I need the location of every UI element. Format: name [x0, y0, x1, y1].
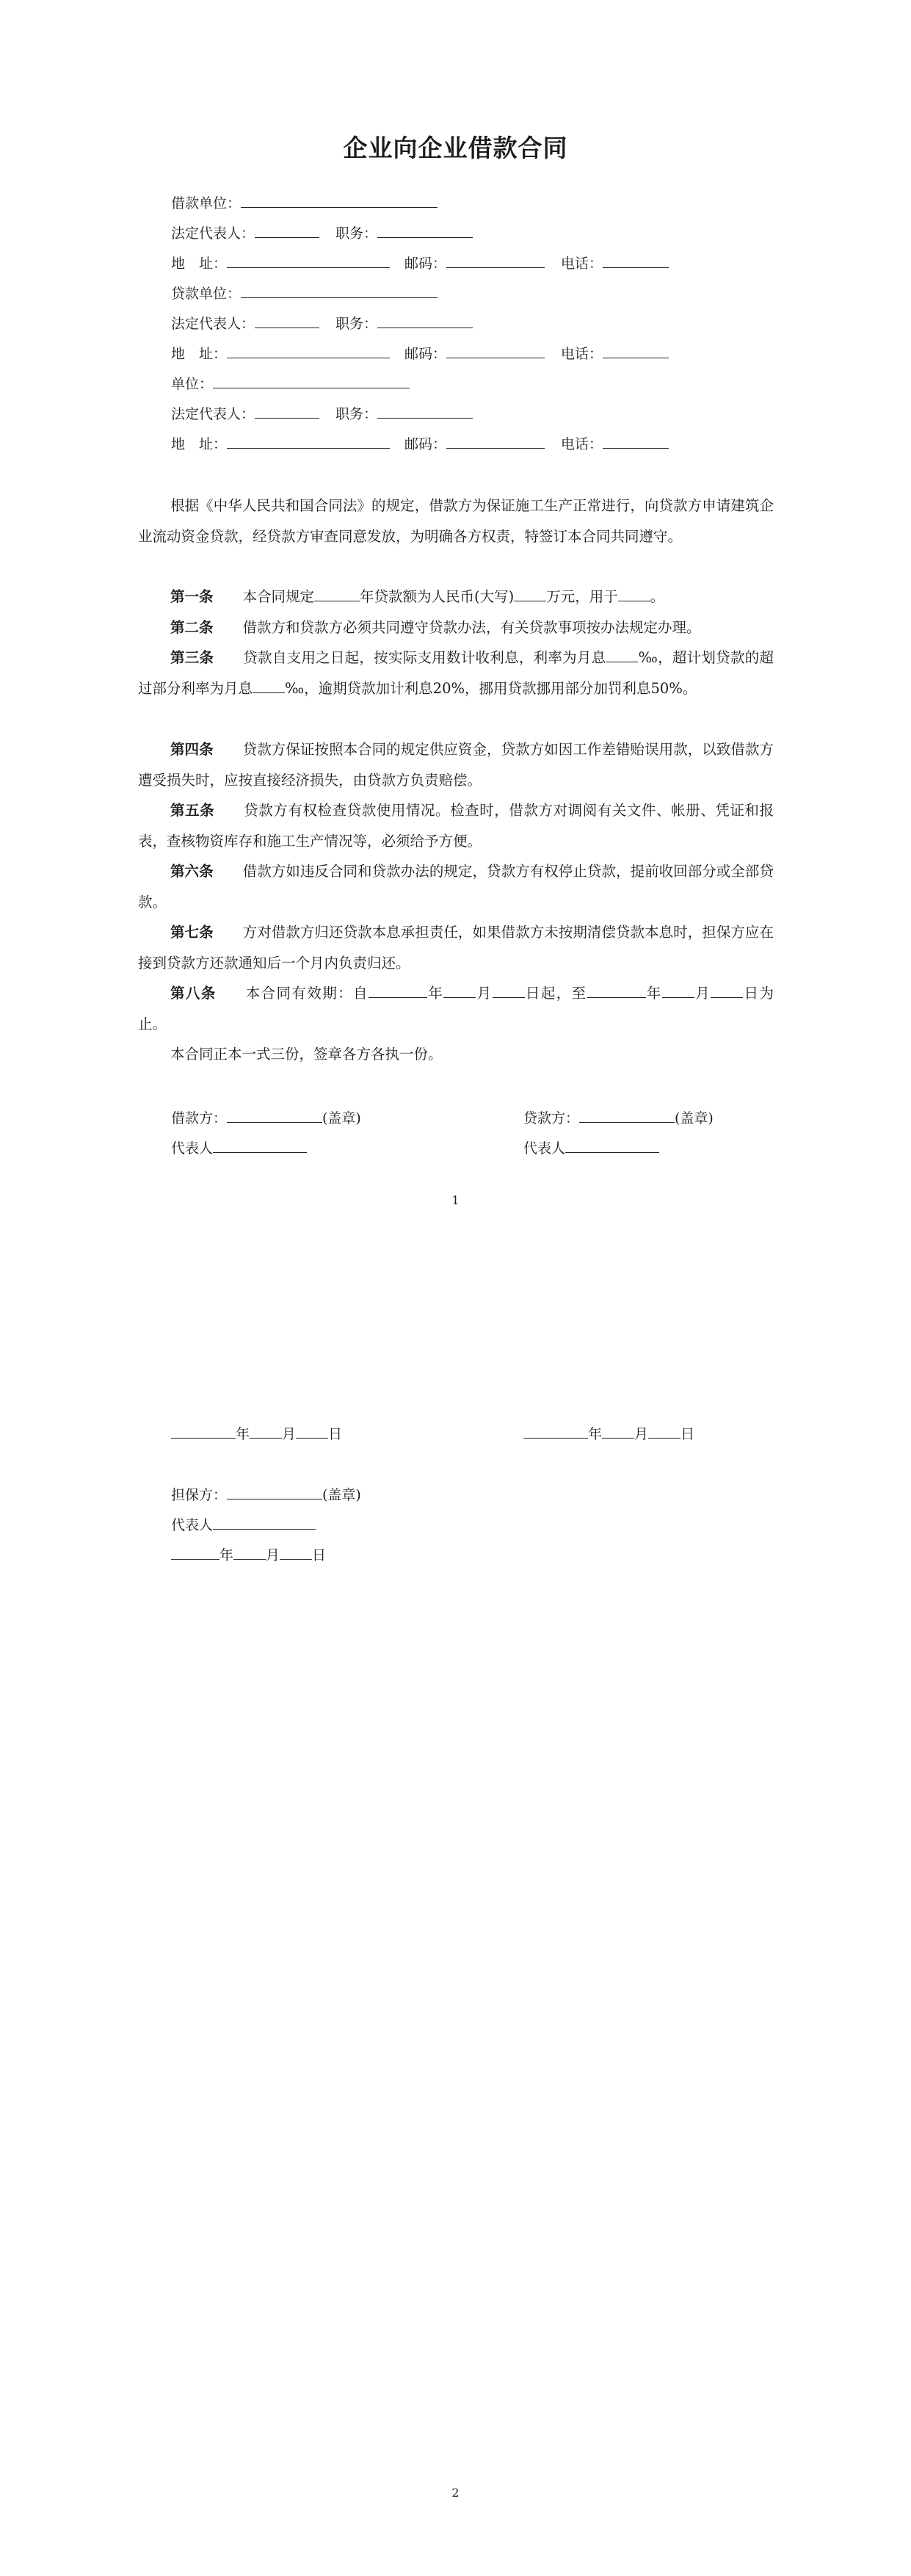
date-label: 日 — [680, 1426, 695, 1442]
seal-label: (盖章) — [322, 1487, 361, 1503]
rep-blank — [213, 1514, 316, 1530]
article-text: ‰，逾期贷款加计利息20%，挪用贷款挪用部分加罚利息50%。 — [285, 679, 697, 697]
article-text: 贷款方保证按照本合同的规定供应资金，贷款方如因工作差错贻误用款，以致借款方遭受损失时，应按直接经济损失，由贷款方负责赔偿。 — [138, 741, 774, 789]
article-label: 第一条 — [170, 588, 214, 605]
lender-rep-row — [171, 313, 473, 333]
purpose-blank — [618, 586, 650, 601]
lender-unit-row — [171, 283, 438, 303]
article-text: 借款方和贷款方必须共同遵守贷款办法，有关贷款事项按办法规定办理。 — [242, 619, 701, 636]
guarantor-rep-signature — [171, 1514, 316, 1535]
rate-blank — [253, 678, 285, 693]
article-text: 年 — [427, 985, 444, 1002]
date-label: 年 — [236, 1426, 250, 1442]
article-text: 本合同规定 — [242, 588, 315, 605]
article-text: 方对借款方归还贷款本息承担责任，如果借款方未按期清偿贷款本息时，担保方应在接到贷款方还款通知后一个月内负责归还。 — [138, 924, 774, 972]
borrower-rep-row — [171, 222, 473, 243]
address-blank — [227, 343, 390, 358]
lender-signature — [523, 1107, 714, 1128]
month-blank — [662, 983, 694, 998]
article-text: 年 — [645, 985, 662, 1002]
position-label: 职务： — [335, 406, 378, 422]
lender-address-row — [171, 343, 669, 363]
year-blank — [369, 983, 427, 998]
phone-blank — [603, 343, 669, 358]
date-label: 月 — [282, 1426, 297, 1442]
rep-blank — [213, 1137, 307, 1153]
article-text: 贷款自支用之日起，按实际支用数计收利息，利率为月息 — [243, 649, 606, 666]
day-blank — [296, 1423, 328, 1439]
postcode-blank — [446, 253, 545, 268]
guarantor-address-row — [171, 433, 669, 454]
article-label: 第三条 — [170, 649, 214, 666]
position-blank — [377, 222, 473, 238]
day-blank — [493, 983, 525, 998]
copies-paragraph: 本合同正本一式三份，签章各方各执一份。 — [170, 1046, 443, 1063]
phone-label: 电话： — [561, 256, 603, 272]
document-title: 企业向企业借款合同 — [343, 134, 568, 162]
legal-rep-blank — [255, 403, 319, 419]
address-label: 地 址： — [171, 346, 228, 362]
article-label: 第五条 — [170, 802, 215, 819]
year-blank — [587, 983, 646, 998]
guarantor-date — [171, 1544, 326, 1565]
borrower-address-row — [171, 253, 669, 273]
year-blank — [523, 1423, 588, 1439]
signature-blank — [579, 1107, 675, 1123]
month-blank — [250, 1423, 282, 1439]
article-text: 年贷款额为人民币(大写) — [360, 588, 515, 605]
rep-label: 代表人 — [523, 1140, 566, 1157]
borrower-unit-blank — [241, 192, 438, 208]
article-label: 第六条 — [170, 863, 214, 880]
preamble-paragraph: 根据《中华人民共和国合同法》的规定，借款方为保证施工生产正常进行，向贷款方申请建筑企业流动资金贷款，经贷款方审查同意发放，为明确各方权责，特签订本合同共同遵守。 — [138, 497, 774, 545]
guarantor-unit-label: 单位： — [171, 376, 214, 392]
lender-label: 贷款方： — [523, 1110, 580, 1126]
position-blank — [377, 313, 473, 328]
article-4 — [138, 734, 774, 795]
address-blank — [227, 253, 390, 268]
position-blank — [377, 403, 473, 419]
seal-label: (盖章) — [675, 1110, 714, 1126]
borrower-date — [171, 1423, 342, 1444]
article-text: ‰，超计划贷款的超过部分利率为月息 — [138, 649, 774, 697]
borrower-signature — [171, 1107, 361, 1128]
article-7 — [138, 917, 774, 978]
article-8 — [138, 978, 774, 1039]
position-label: 职务： — [335, 316, 378, 332]
article-label: 第七条 — [170, 924, 214, 941]
postcode-label: 邮码： — [404, 346, 447, 362]
lender-date — [523, 1423, 694, 1444]
guarantor-rep-row — [171, 403, 473, 424]
postcode-blank — [446, 343, 545, 358]
article-text: 万元，用于 — [546, 588, 618, 605]
page-number: 2 — [451, 2486, 460, 2500]
date-label: 年 — [219, 1547, 234, 1563]
day-blank — [711, 983, 743, 998]
lender-rep-signature — [523, 1137, 659, 1158]
article-text: 日为止。 — [138, 985, 774, 1032]
month-blank — [443, 983, 476, 998]
article-text: 月 — [694, 985, 711, 1002]
seal-label: (盖章) — [322, 1110, 361, 1126]
page-number: 1 — [451, 1193, 460, 1207]
guarantor-unit-row — [171, 373, 410, 394]
guarantor-signature — [171, 1484, 361, 1505]
article-label: 第二条 — [170, 619, 214, 636]
rep-label: 代表人 — [171, 1140, 214, 1157]
phone-blank — [603, 433, 669, 449]
year-blank — [314, 586, 360, 601]
address-blank — [227, 433, 390, 449]
article-3 — [138, 643, 774, 703]
legal-rep-label: 法定代表人： — [171, 225, 255, 242]
phone-label: 电话： — [561, 436, 603, 452]
rep-label: 代表人 — [171, 1517, 214, 1533]
guarantor-label: 担保方： — [171, 1487, 228, 1503]
article-text: 贷款方有权检查贷款使用情况。检查时，借款方对调阅有关文件、帐册、凭证和报表，查核物资库存和施工生产情况等，必须给予方便。 — [138, 802, 774, 850]
borrower-unit-label: 借款单位： — [171, 195, 242, 211]
date-label: 年 — [588, 1426, 603, 1442]
article-5 — [138, 795, 774, 856]
legal-rep-label: 法定代表人： — [171, 316, 255, 332]
phone-blank — [603, 253, 669, 268]
phone-label: 电话： — [561, 346, 603, 362]
date-label: 月 — [634, 1426, 649, 1442]
month-blank — [233, 1544, 266, 1560]
lender-unit-blank — [241, 283, 438, 298]
day-blank — [280, 1544, 312, 1560]
article-text: 月 — [476, 985, 493, 1002]
rep-blank — [565, 1137, 659, 1153]
legal-rep-blank — [255, 222, 319, 238]
signature-blank — [227, 1107, 322, 1123]
month-blank — [602, 1423, 634, 1439]
article-1 — [138, 582, 774, 612]
borrower-label: 借款方： — [171, 1110, 228, 1126]
address-label: 地 址： — [171, 436, 228, 452]
article-text: 日起，至 — [524, 985, 587, 1002]
day-blank — [648, 1423, 680, 1439]
article-6 — [138, 856, 774, 917]
article-text: 。 — [650, 588, 665, 605]
date-label: 日 — [312, 1547, 327, 1563]
article-text: 本合同有效期：自 — [245, 985, 369, 1002]
postcode-blank — [446, 433, 545, 449]
article-label: 第八条 — [170, 985, 217, 1002]
borrower-unit-row — [171, 192, 438, 213]
legal-rep-label: 法定代表人： — [171, 406, 255, 422]
lender-unit-label: 贷款单位： — [171, 286, 242, 302]
year-blank — [171, 1423, 236, 1439]
address-label: 地 址： — [171, 256, 228, 272]
legal-rep-blank — [255, 313, 319, 328]
article-text: 借款方如违反合同和贷款办法的规定，贷款方有权停止贷款，提前收回部分或全部贷款。 — [138, 863, 774, 911]
position-label: 职务： — [335, 225, 378, 242]
signature-blank — [227, 1484, 322, 1499]
guarantor-unit-blank — [213, 373, 410, 388]
date-label: 月 — [266, 1547, 280, 1563]
rate-blank — [606, 647, 638, 662]
article-2 — [138, 612, 774, 643]
postcode-label: 邮码： — [404, 256, 447, 272]
postcode-label: 邮码： — [404, 436, 447, 452]
year-blank — [171, 1544, 219, 1560]
borrower-rep-signature — [171, 1137, 307, 1158]
date-label: 日 — [328, 1426, 343, 1442]
article-label: 第四条 — [170, 741, 214, 758]
amount-blank — [514, 586, 546, 601]
